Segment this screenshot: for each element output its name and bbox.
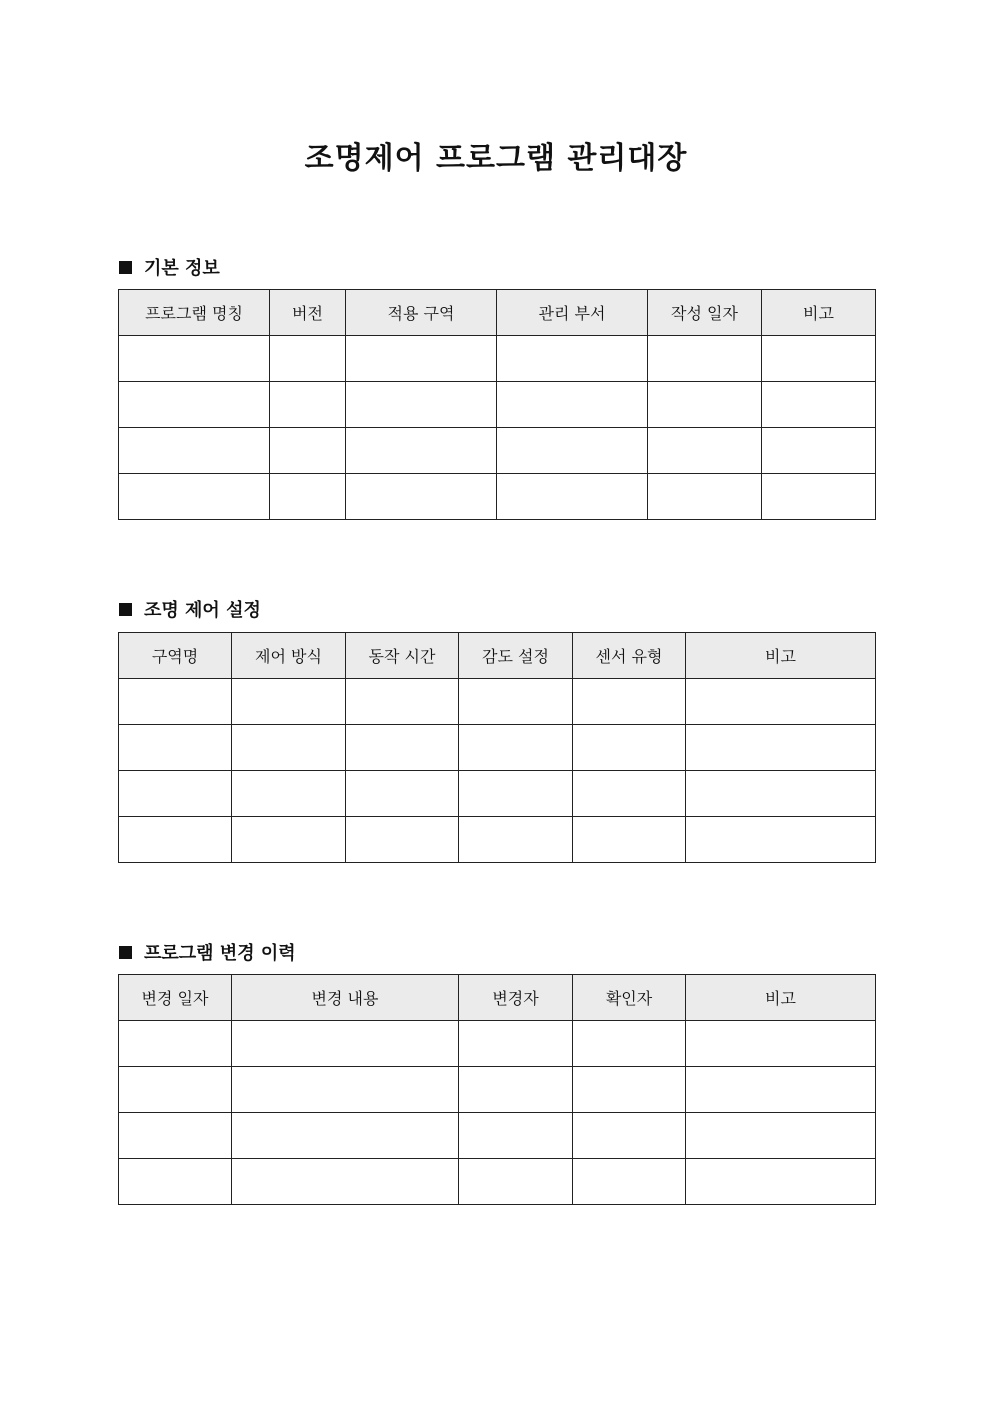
table-cell[interactable] [232,1159,459,1205]
table-cell[interactable] [270,382,346,428]
column-header: 변경 일자 [119,975,232,1021]
table-row [119,1067,876,1113]
table-cell[interactable] [497,382,648,428]
column-header: 비고 [686,633,876,679]
table-cell[interactable] [686,1021,876,1067]
table-cell[interactable] [686,817,876,863]
table-cell[interactable] [232,679,346,725]
column-header: 비고 [686,975,876,1021]
table-cell[interactable] [459,1021,573,1067]
column-header: 감도 설정 [459,633,573,679]
table-header-row [119,975,876,1021]
column-header: 버전 [270,290,346,336]
table-cell[interactable] [119,817,232,863]
table-cell[interactable] [232,771,346,817]
table-cell[interactable] [119,1113,232,1159]
column-header: 제어 방식 [232,633,346,679]
table-header-row [119,633,876,679]
table-cell[interactable] [762,336,876,382]
table-cell[interactable] [119,725,232,771]
section-heading-change-history [119,939,296,965]
table-cell[interactable] [762,474,876,520]
table-cell[interactable] [573,1159,686,1205]
table-cell[interactable] [573,1021,686,1067]
table-cell[interactable] [459,1067,573,1113]
table-cell[interactable] [346,679,459,725]
section-heading-label: 프로그램 변경 이력 [144,943,296,964]
table-header-row [119,290,876,336]
table-cell[interactable] [346,725,459,771]
table-cell[interactable] [346,428,497,474]
table-row [119,1159,876,1205]
table-row [119,428,876,474]
table-cell[interactable] [346,474,497,520]
document-title: 조명제어 프로그램 관리대장 [304,141,688,176]
table-cell[interactable] [648,382,762,428]
table-cell[interactable] [119,679,232,725]
table-cell[interactable] [459,817,573,863]
column-header: 적용 구역 [346,290,497,336]
table-cell[interactable] [459,679,573,725]
section-heading-label: 기본 정보 [144,258,220,279]
table-cell[interactable] [346,817,459,863]
table-cell[interactable] [686,679,876,725]
lighting-control-table [118,632,876,863]
table-cell[interactable] [686,1159,876,1205]
table-cell[interactable] [119,336,270,382]
table-cell[interactable] [497,474,648,520]
table-cell[interactable] [573,1067,686,1113]
table-cell[interactable] [270,336,346,382]
column-header: 작성 일자 [648,290,762,336]
table-cell[interactable] [232,1067,459,1113]
column-header: 변경자 [459,975,573,1021]
table-cell[interactable] [459,1113,573,1159]
table-row [119,1021,876,1067]
section-heading-basic-info [119,254,220,280]
table-cell[interactable] [686,1113,876,1159]
table-cell[interactable] [232,1113,459,1159]
table-cell[interactable] [346,771,459,817]
table-cell[interactable] [573,771,686,817]
table-cell[interactable] [119,771,232,817]
table-cell[interactable] [232,1021,459,1067]
table-cell[interactable] [459,1159,573,1205]
square-bullet-icon [119,946,132,959]
table-cell[interactable] [648,336,762,382]
table-cell[interactable] [346,382,497,428]
table-row [119,725,876,771]
table-cell[interactable] [648,474,762,520]
table-cell[interactable] [346,336,497,382]
table-cell[interactable] [573,679,686,725]
table-cell[interactable] [232,817,346,863]
table-cell[interactable] [119,474,270,520]
table-cell[interactable] [459,725,573,771]
table-cell[interactable] [119,428,270,474]
section-heading-lighting-control [119,596,261,622]
table-row [119,817,876,863]
table-cell[interactable] [686,1067,876,1113]
square-bullet-icon [119,261,132,274]
table-cell[interactable] [762,382,876,428]
change-history-table [118,974,876,1205]
table-cell[interactable] [119,1159,232,1205]
table-cell[interactable] [119,1067,232,1113]
basic-info-table [118,289,876,520]
table-row [119,336,876,382]
table-cell[interactable] [686,771,876,817]
column-header: 센서 유형 [573,633,686,679]
table-cell[interactable] [270,428,346,474]
column-header: 프로그램 명칭 [119,290,270,336]
table-cell[interactable] [232,725,346,771]
column-header: 동작 시간 [346,633,459,679]
table-cell[interactable] [573,817,686,863]
table-cell[interactable] [648,428,762,474]
table-row [119,382,876,428]
table-row [119,679,876,725]
table-row [119,771,876,817]
table-cell[interactable] [762,428,876,474]
table-cell[interactable] [497,428,648,474]
table-cell[interactable] [497,336,648,382]
square-bullet-icon [119,603,132,616]
table-cell[interactable] [459,771,573,817]
table-cell[interactable] [573,1113,686,1159]
section-heading-label: 조명 제어 설정 [144,600,261,621]
table-cell[interactable] [119,1021,232,1067]
column-header: 비고 [762,290,876,336]
column-header: 확인자 [573,975,686,1021]
table-row [119,474,876,520]
column-header: 변경 내용 [232,975,459,1021]
column-header: 관리 부서 [497,290,648,336]
column-header: 구역명 [119,633,232,679]
table-cell[interactable] [270,474,346,520]
table-cell[interactable] [119,382,270,428]
table-row [119,1113,876,1159]
table-cell[interactable] [573,725,686,771]
table-cell[interactable] [686,725,876,771]
